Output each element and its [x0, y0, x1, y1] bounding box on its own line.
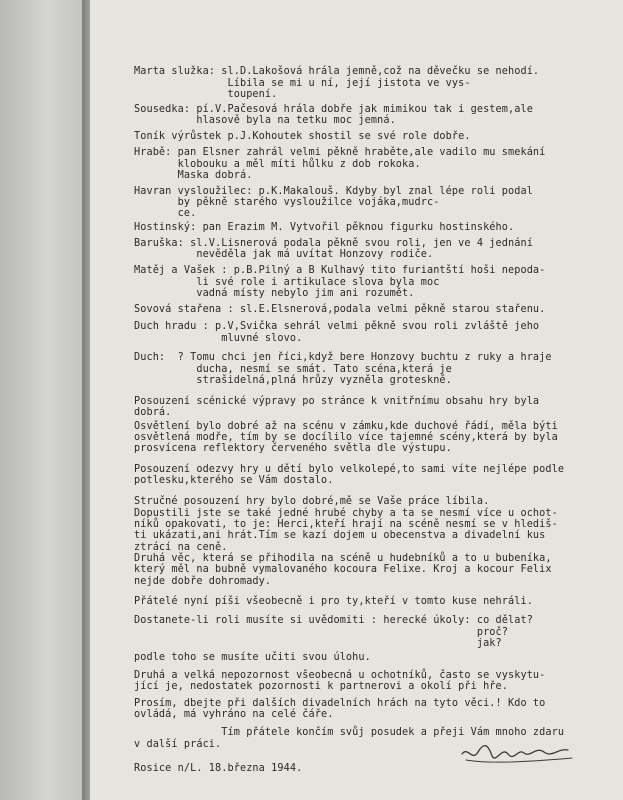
- text-line: Maska dobrá.: [134, 170, 253, 181]
- text-line: Duch hradu : p.V,Svička sehrál velmi pěkně svou roli zvláště jeho: [134, 321, 540, 332]
- text-line: li své role i artikulace slova byla moc: [134, 277, 440, 288]
- handwritten-signature: [458, 738, 578, 768]
- text-line: Dostanete-li roli musíte si uvědomiti : herecké úkoly: co dělat?: [134, 615, 533, 626]
- text-line: potlesku,kterého se Vám dostalo.: [134, 475, 334, 486]
- text-line: Dopustili jste se také jedné hrubé chyby a ta se nesmí více u ochot-: [134, 508, 558, 519]
- text-line: Prosím, dbejte při dalších divadelních hrách na tyto věci.! Kdo to: [134, 698, 546, 709]
- text-line: níků opakovati, to je: Herci,kteří hrají na scéně nesmí se v hlediš-: [134, 519, 558, 530]
- text-line: Líbila se mi u ní, její jistota ve vys-: [134, 78, 471, 89]
- text-line: ti ukázati,ani hrát.Tím se kazí dojem u obecenstva a divadelní kus: [134, 530, 546, 541]
- text-line: Duch: ? Tomu chci jen říci,když bere Honzovy buchtu z ruky a hraje: [134, 352, 552, 363]
- text-line: Druhá věc, která se přihodila na scéně u hudebníků a to u bubeníka,: [134, 553, 552, 564]
- text-line: klobouku a měl míti hůlku z dob rokoka.: [134, 159, 421, 170]
- text-line: toupení.: [134, 89, 278, 100]
- text-line: Marta služka: sl.D.Lakošová hrála jemně,což na děvečku se nehodí.: [134, 66, 540, 77]
- text-line: Toník výrůstek p.J.Kohoutek shostil se své role dobře.: [134, 131, 471, 142]
- text-line: Hostinský: pan Erazim M. Vytvořil pěknou figurku hostinského.: [134, 222, 515, 233]
- text-line: Druhá a velká nepozornost všeobecná u ochotníků, často se vyskytu-: [134, 670, 546, 681]
- text-line: podle toho se musíte učiti svou úlohu.: [134, 652, 371, 663]
- text-line: Matěj a Vašek : p.B.Pilný a B Kulhavý tito furiantští hoši nepoda-: [134, 265, 546, 276]
- text-line: dobrá.: [134, 407, 172, 418]
- text-line: vadná místy nebylo jim ani rozumět.: [134, 288, 415, 299]
- text-line: ce.: [134, 208, 197, 219]
- text-line: Tím přátele končím svůj posudek a přeji Vám mnoho zdaru: [134, 727, 565, 738]
- date-line: Rosice n/L. 18.března 1944.: [134, 763, 303, 774]
- text-line: v další práci.: [134, 739, 222, 750]
- text-line: mluvné slovo.: [134, 333, 303, 344]
- text-line: nevěděla jak má uvítat Honzovy rodiče.: [134, 249, 434, 260]
- text-line: ducha, nesmí se smát. Tato scéna,která je: [134, 364, 452, 375]
- text-line: Havran vysloužilec: p.K.Makalouš. Kdyby byl znal lépe roli podal: [134, 186, 533, 197]
- text-line: ztrácí na ceně.: [134, 542, 228, 553]
- text-line: Posouzení scénické výpravy po stránce k vnitřnímu obsahu hry byla: [134, 396, 540, 407]
- text-line: nejde dobře dohromady.: [134, 576, 272, 587]
- text-line: ovládá, má vyhráno na celé čáře.: [134, 709, 334, 720]
- typewritten-page: [90, 0, 623, 800]
- text-line: strašidelná,plná hrůzy vyzněla groteskně.: [134, 375, 452, 386]
- facing-page: [0, 0, 86, 800]
- text-line: by pěkně starého vysloužilce vojáka,mudrc-: [134, 197, 440, 208]
- text-line: Stručné posouzení hry bylo dobré,mě se Vaše práce líbila.: [134, 496, 490, 507]
- text-line: Osvětlení bylo dobré až na scénu v zámku,kde duchové řádí, měla býti: [134, 421, 558, 432]
- text-line: proč?: [134, 627, 509, 638]
- text-line: Posouzení odezvy hry u dětí bylo velkolepé,to sami víte nejlépe podle: [134, 464, 565, 475]
- text-line: hlasově byla na tetku moc jemná.: [134, 115, 396, 126]
- text-line: Sovová stařena : sl.E.Elsnerová,podala velmi pěkně starou stařenu.: [134, 304, 546, 315]
- text-line: jak?: [134, 638, 502, 649]
- text-line: Baruška: sl.V.Lisnerová podala pěkně svou roli, jen ve 4 jednání: [134, 238, 533, 249]
- text-line: jící je, nedostatek pozornosti k partnerovi a okolí při hře.: [134, 681, 509, 692]
- text-line: prosvícena reflektory červeného světla dle výstupu.: [134, 443, 452, 454]
- text-line: který měl na bubně vymalovaného kocoura Felixe. Kroj a kocour Felix: [134, 564, 552, 575]
- text-line: Přátelé nyní píši všeobecně i pro ty,kteří v tomto kuse nehráli.: [134, 596, 533, 607]
- text-line: Sousedka: pí.V.Pačesová hrála dobře jak mimikou tak i gestem,ale: [134, 104, 533, 115]
- text-line: Hrabě: pan Elsner zahrál velmi pěkně hraběte,ale vadilo mu smekání: [134, 147, 546, 158]
- text-line: osvětlená modře, tím by se docílilo více tajemné scény,která by byla: [134, 432, 558, 443]
